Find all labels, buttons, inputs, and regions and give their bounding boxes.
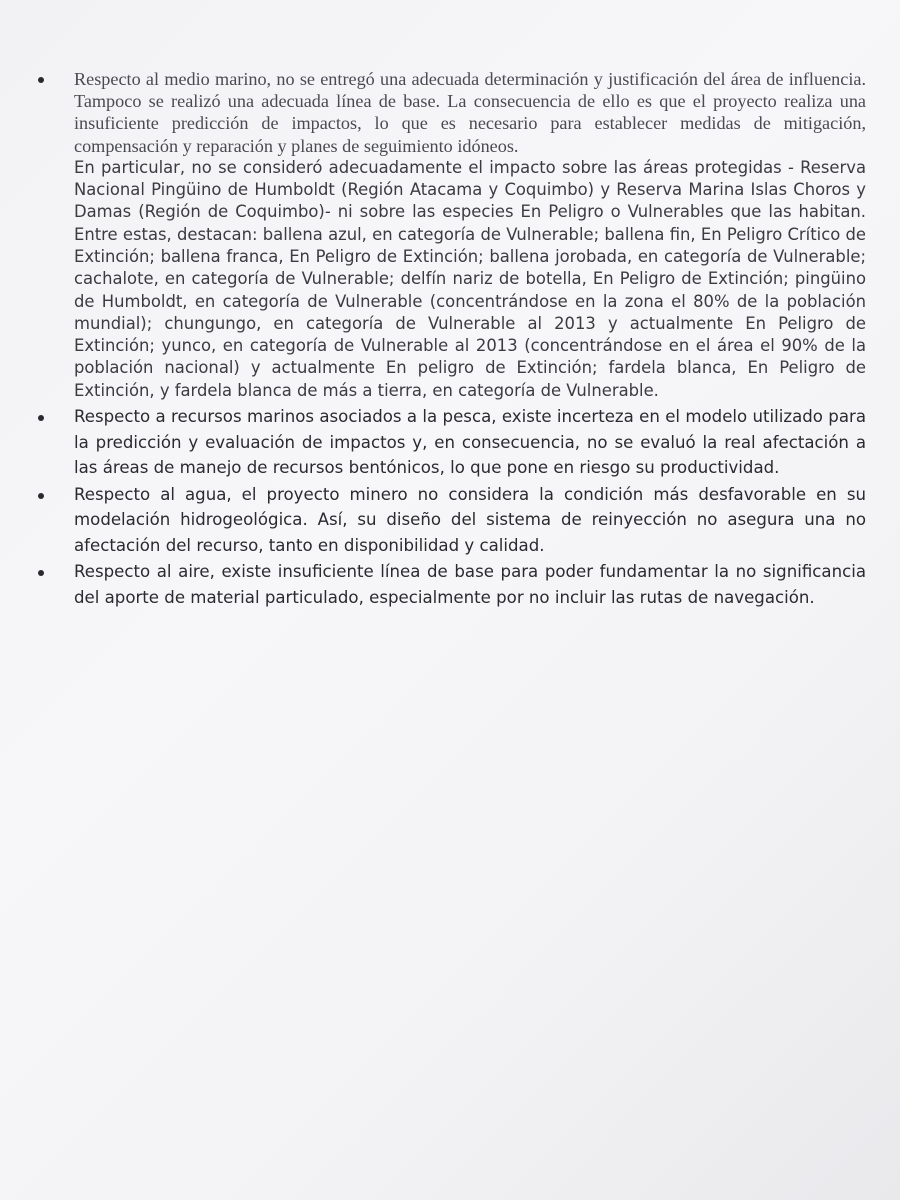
- bullet-point: [38, 570, 44, 576]
- paragraph-protected-areas: En particular, no se consideró adecuadamente el impacto sobre las áreas protegidas - Reserva Nacional Pingüino de Humboldt (Región Atacama y Coquimbo) y Reserva Marina Islas Choros y Damas (Región de Coquimbo)- ni sobre las especies En Peligro o Vulnerables que las habitan. Entre estas, destacan: ballena azul, en categoría de Vulnerable; ballena fin, En Peligro Crítico de Extinción; ballena franca, En Peligro de Extinción; ballena jorobada, en categoría de Vulnerable; cachalote, en categoría de Vulnerable; delfín nariz de botella, En Peligro de Extinción; pingüino de Humboldt, en categoría de Vulnerable (concentrándose en la zona el 80% de la población mundial); chungungo, en categoría de Vulnerable al 2013 y actualmente En Peligro de Extinción; yunco, en categoría de Vulnerable al 2013 (concentrándose en el área el 90% de la población nacional) y actualmente En peligro de Extinción; fardela blanca, En Peligro de Extinción, y fardela blanca de más a tierra, en categoría de Vulnerable.: [74, 157, 866, 400]
- bullet-point: [38, 493, 44, 499]
- paragraph-marine-environment: Respecto al medio marino, no se entregó una adecuada determinación y justificación del área de influencia. Tampoco se realizó una adecuada línea de base. La consecuencia de ello es que el proyecto realiza una insuficiente predicción de impactos, lo que es necesario para establecer medidas de mitigación, compensación y reparación y planes de seguimiento idóneos.: [74, 69, 866, 156]
- paragraph-water: Respecto al agua, el proyecto minero no considera la condición más desfavorable en su modelación hidrogeológica. Así, su diseño del sistema de reinyección no asegura una no afectación del recurso, tanto en disponibilidad y calidad.: [74, 484, 866, 555]
- bullet-item-water: [30, 482, 866, 559]
- bullet-list: [30, 68, 866, 610]
- paragraph-fishing-resources: Respecto a recursos marinos asociados a la pesca, existe incerteza en el modelo utilizado para la predicción y evaluación de impactos y, en consecuencia, no se evaluó la real afectación a las áreas de manejo de recursos bentónicos, lo que pone en riesgo su productividad.: [74, 407, 866, 478]
- bullet-point: [38, 415, 44, 421]
- bullet-item-air: [30, 559, 866, 610]
- paragraph-air: Respecto al aire, existe insuficiente línea de base para poder fundamentar la no significancia del aporte de material particulado, especialmente por no incluir las rutas de navegación.: [74, 562, 866, 607]
- bullet-point: [38, 77, 44, 83]
- bullet-item-marine: [30, 68, 866, 402]
- bullet-item-fishing: [30, 404, 866, 481]
